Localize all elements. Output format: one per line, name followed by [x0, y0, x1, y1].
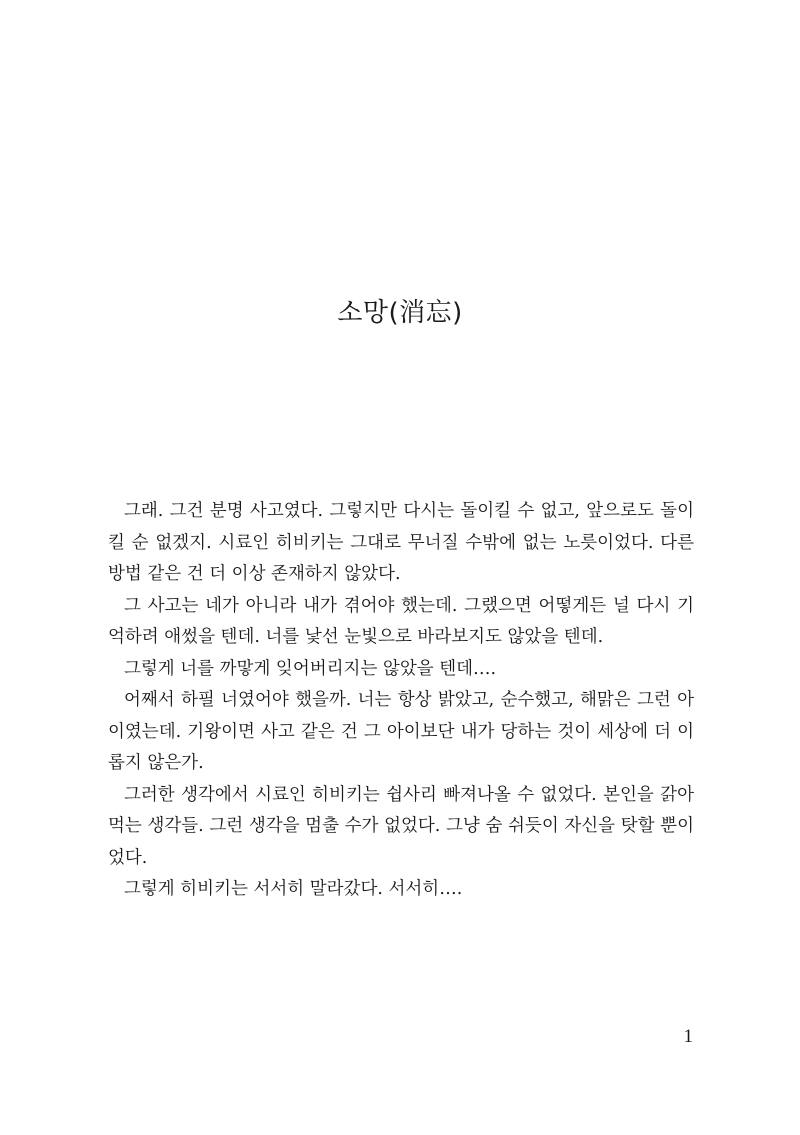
chapter-title: 소망(消忘): [337, 298, 463, 328]
paragraph: 그래. 그건 분명 사고였다. 그렇지만 다시는 돌이킬 수 없고, 앞으로도 돌이킬 순 없겠지. 시료인 히비키는 그대로 무너질 수밖에 없는 노릇이었다. 다른 방법 같은 건 더 이상 존재하지 않았다.: [108, 501, 694, 584]
page-number: 1: [683, 1026, 693, 1047]
paragraph: 그렇게 히비키는 서서히 말라갔다. 서서히….: [124, 879, 463, 899]
paragraph: 그렇게 너를 까맣게 잊어버리지는 않았을 텐데….: [124, 658, 497, 679]
body-text: [108, 496, 694, 906]
paragraph: 어째서 하필 너였어야 했을까. 너는 항상 밝았고, 순수했고, 해맑은 그런 아이였는데. 기왕이면 사고 같은 건 그 아이보단 내가 당하는 것이 세상에 더 이롭지 않은가.: [108, 690, 694, 773]
paragraph: 그 사고는 네가 아니라 내가 겪어야 했는데. 그랬으면 어떻게든 널 다시 기억하려 애썼을 텐데. 너를 낯선 눈빛으로 바라보지도 않았을 텐데.: [108, 595, 694, 647]
paragraph: 그러한 생각에서 시료인 히비키는 쉽사리 빠져나올 수 없었다. 본인을 갉아먹는 생각들. 그런 생각을 멈출 수가 없었다. 그냥 숨 쉬듯이 자신을 탓할 뿐이었다.: [108, 784, 694, 868]
